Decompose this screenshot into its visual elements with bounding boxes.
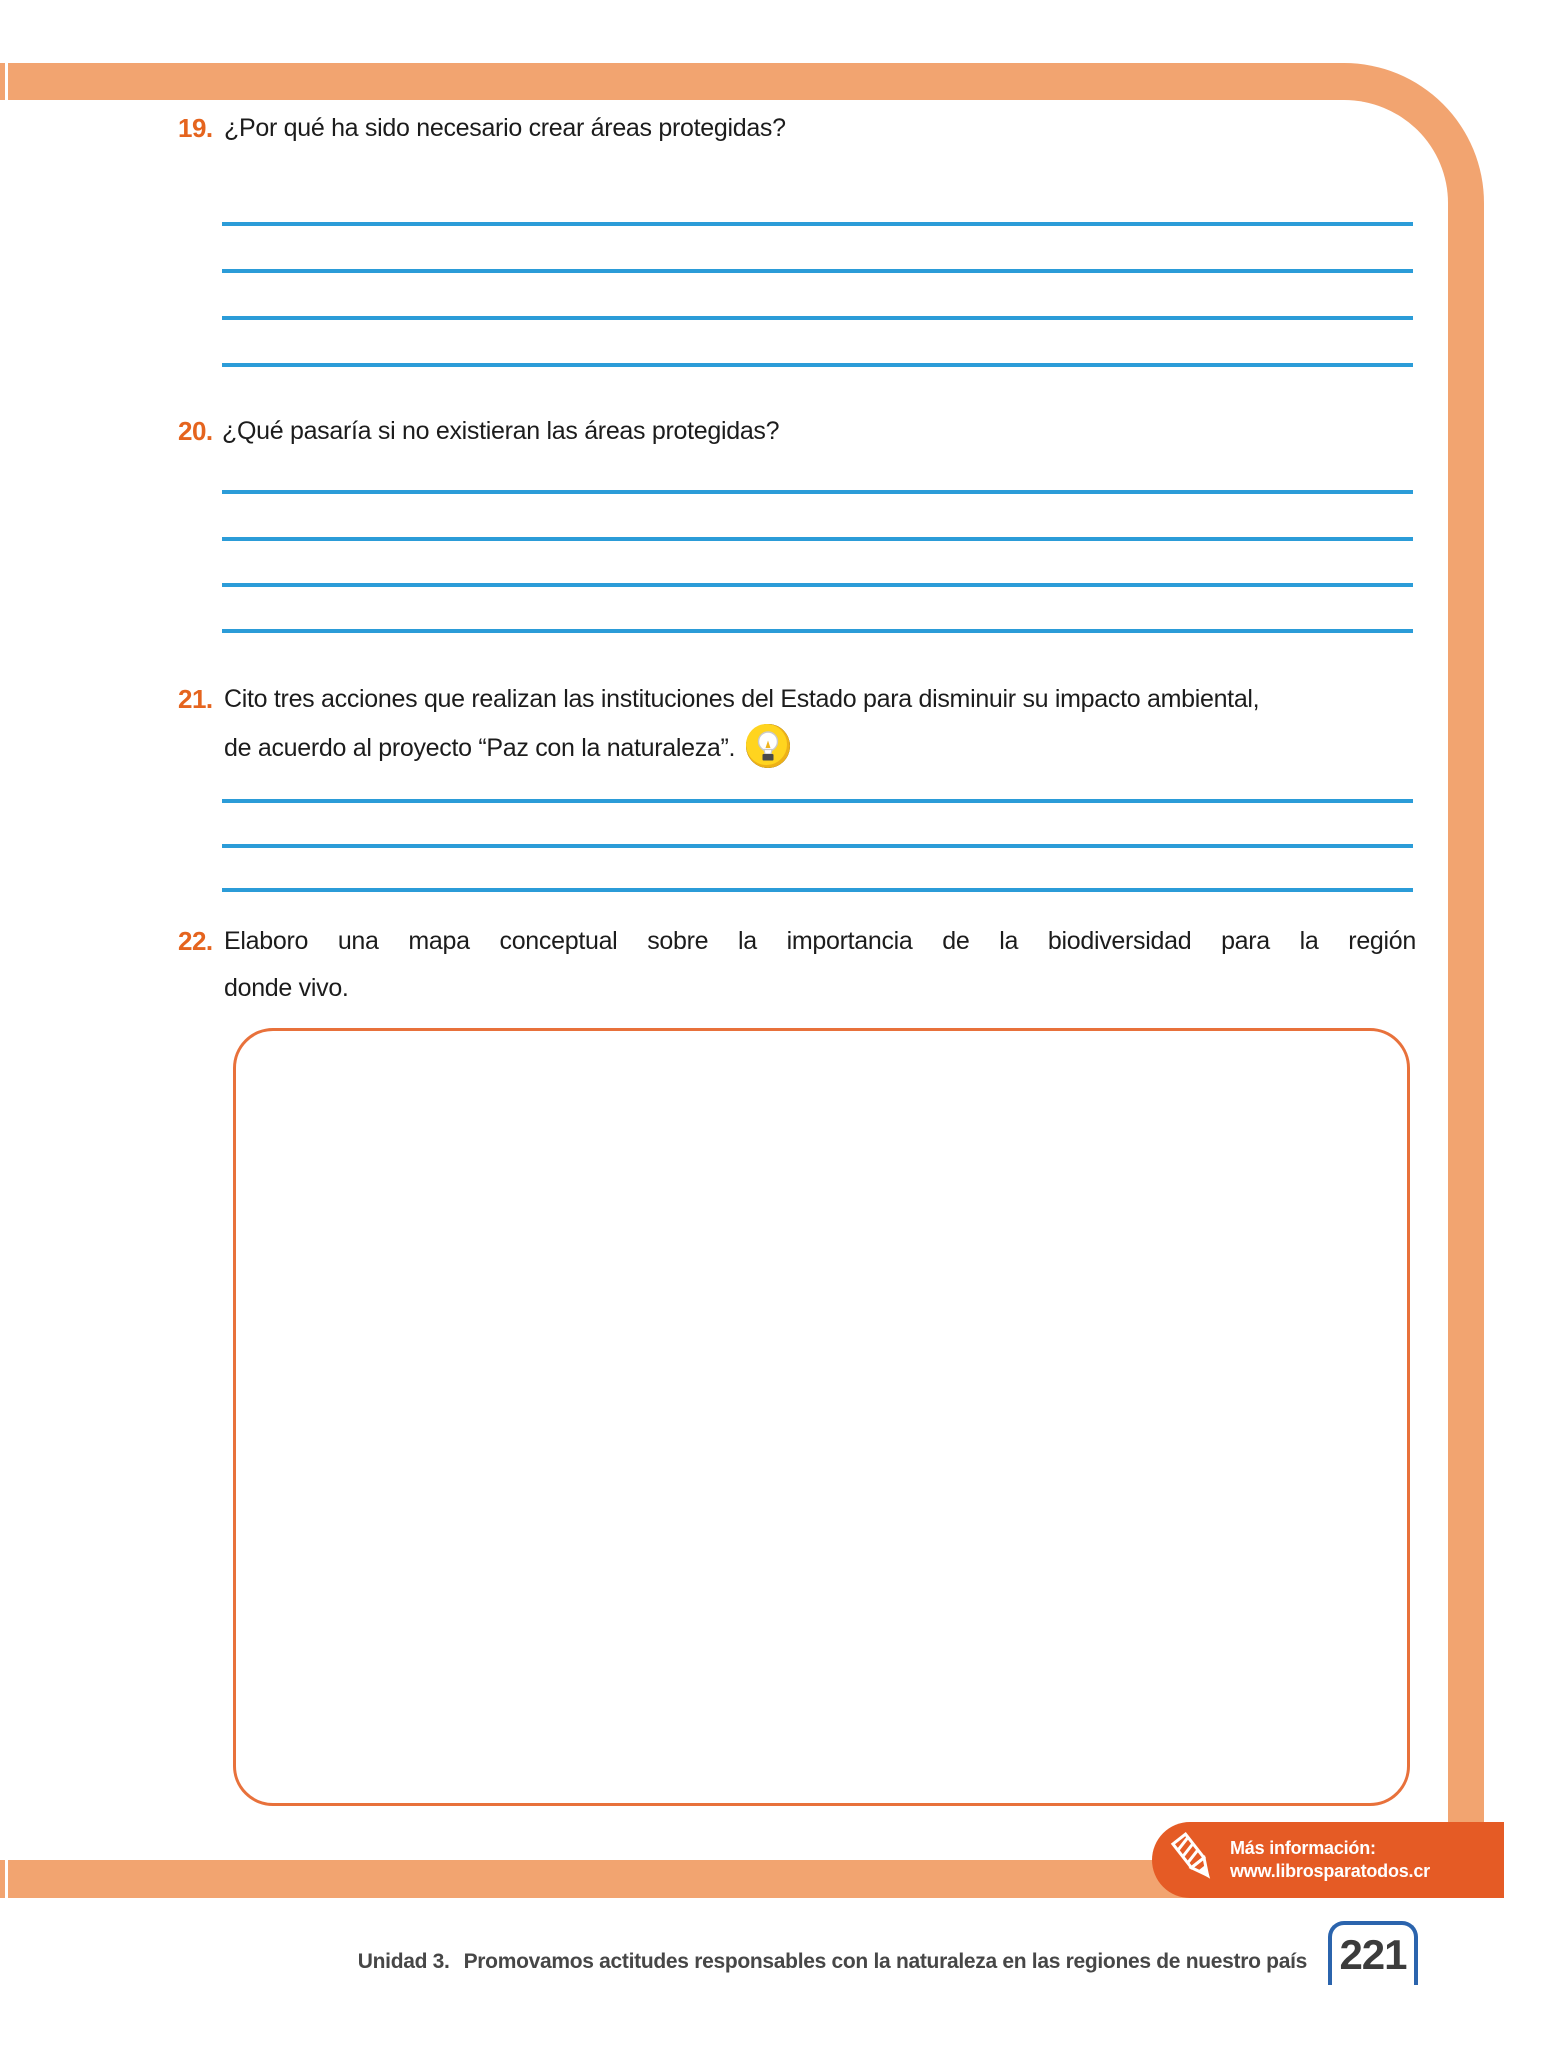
frame-left-notch-top [0, 63, 5, 100]
question-19-number: 19. [178, 113, 213, 143]
question-22-line2: donde vivo. [224, 974, 349, 1002]
answer-line [222, 888, 1413, 892]
concept-map-box [233, 1028, 1410, 1806]
question-19 [178, 105, 1416, 152]
question-22-text [224, 918, 1416, 1012]
question-21-line2-wrap [224, 723, 1416, 785]
question-22-line1: Elaboro una mapa conceptual sobre la importancia de la biodiversidad para la región [224, 927, 1416, 955]
footer-unit-label: Unidad 3. [357, 1950, 450, 1973]
more-info-url: www.librosparatodos.cr [1230, 1861, 1430, 1881]
question-22-number: 22. [178, 926, 213, 956]
question-22 [178, 918, 1416, 1012]
answer-line [222, 316, 1413, 320]
answer-line [222, 629, 1413, 633]
question-21-number: 21. [178, 684, 213, 714]
question-21-line1: Cito tres acciones que realizan las instituciones del Estado para disminuir su impacto ambiental, [224, 685, 1260, 713]
answer-line [222, 490, 1413, 494]
answer-line [222, 222, 1413, 226]
answer-line [222, 799, 1413, 803]
question-21-line2: de acuerdo al proyecto “Paz con la naturaleza”. [224, 734, 736, 762]
more-info-line1: Más información: [1230, 1838, 1376, 1858]
question-20 [178, 408, 1414, 455]
lightbulb-idea-icon [745, 723, 791, 785]
question-21 [178, 676, 1416, 785]
page-number-box [1328, 1921, 1418, 1985]
footer-chapter-title: Promovamos actitudes responsables con la naturaleza en las regiones de nuestro país [463, 1950, 1307, 1973]
pencil-icon [1166, 1828, 1222, 1893]
question-20-text: ¿Qué pasaría si no existieran las áreas protegidas? [222, 417, 780, 445]
footer-caption [307, 1950, 1307, 1974]
frame-left-notch-bottom [0, 1860, 5, 1898]
answer-line [222, 269, 1413, 273]
question-19-text: ¿Por qué ha sido necesario crear áreas protegidas? [224, 114, 786, 142]
more-info-text [1230, 1837, 1430, 1883]
answer-line [222, 363, 1413, 367]
more-info-badge [1152, 1822, 1504, 1898]
answer-line [222, 537, 1413, 541]
question-21-text [224, 676, 1416, 785]
answer-line [222, 844, 1413, 848]
question-20-number: 20. [178, 416, 213, 446]
answer-line [222, 583, 1413, 587]
page-number: 221 [1339, 1931, 1407, 1978]
